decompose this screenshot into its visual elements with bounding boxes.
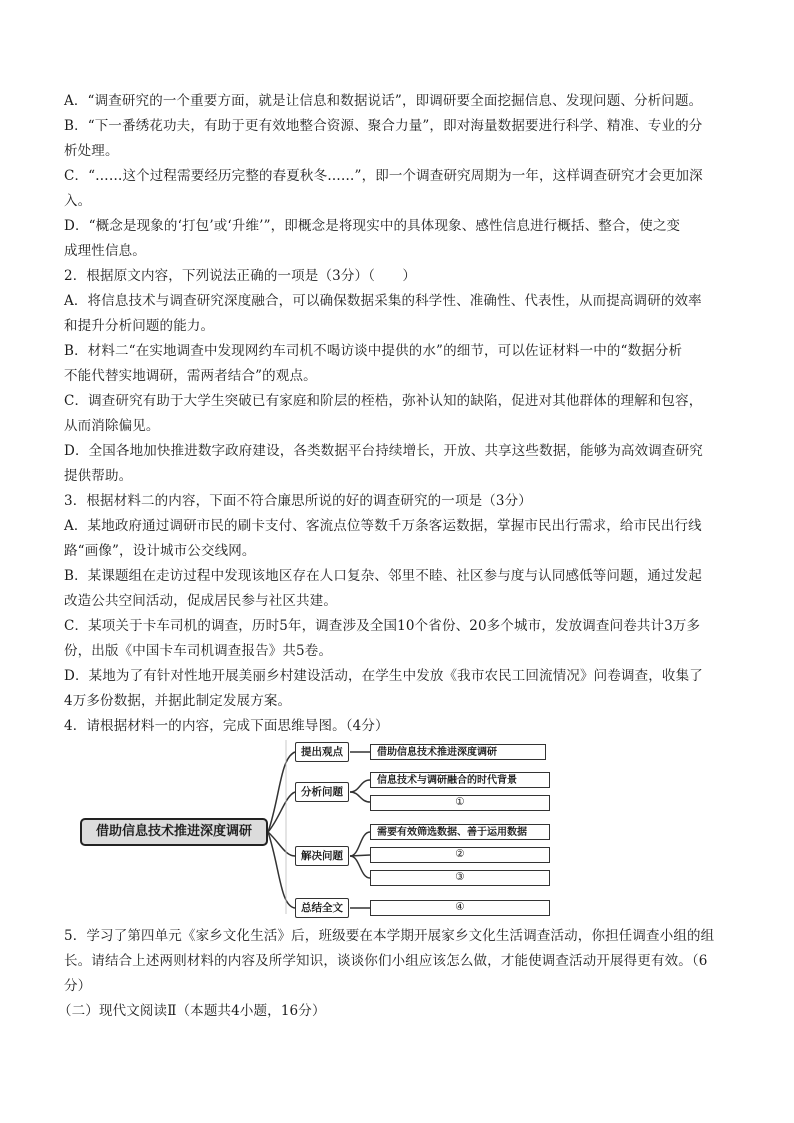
option-c-text-cont: 入。: [64, 193, 92, 209]
blank-4[interactable]: ④: [370, 900, 550, 916]
branch-summarize: 总结全文: [295, 898, 349, 918]
q3-option-a: A．某地政府通过调研市民的刷卡支付、客流点位等数千万条客运数据，掌握市民出行需求，给市民出行线: [64, 518, 702, 534]
q3-option-c: C．某项关于卡车司机的调查，历时5年，调查涉及全国10个省份、20多个城市，发放调查问卷共计3万多: [64, 618, 701, 634]
node-filter-data: 需要有效筛选数据、善于运用数据: [370, 824, 550, 840]
branch-analyze-problem: 分析问题: [295, 782, 349, 802]
q2-option-d: D．全国各地加快推进数字政府建设，各类数据平台持续增长，开放、共享这些数据，能够为高效调查研究: [64, 443, 703, 459]
q2-option-a-cont: 和提升分析问题的能力。: [64, 318, 215, 334]
blank-1[interactable]: ①: [370, 795, 550, 811]
option-d-text: D．“概念是现象的‘打包’或‘升维’”，即概念是将现实中的具体现象、感性信息进行概括、整合，使之变: [64, 218, 681, 234]
question-2-stem: 2．根据原文内容，下列说法正确的一项是（3分）（ ）: [64, 268, 416, 284]
mind-map-central-node: 借助信息技术推进深度调研: [80, 818, 268, 846]
node-viewpoint: 借助信息技术推进深度调研: [370, 744, 546, 760]
q2-option-c: C．调查研究有助于大学生突破已有家庭和阶层的桎梏，弥补认知的缺陷，促进对其他群体的理解和包容，: [64, 393, 703, 409]
q2-option-b: B．材料二“在实地调查中发现网约车司机不喝访谈中提供的水”的细节，可以佐证材料一中的“数据分析: [64, 343, 683, 359]
q3-option-d: D．某地为了有针对性地开展美丽乡村建设活动，在学生中发放《我市农民工回流情况》问卷调查，收集了: [64, 668, 703, 684]
option-b-text-cont: 析处理。: [64, 143, 119, 159]
q3-option-b: B．某课题组在走访过程中发现该地区存在人口复杂、邻里不睦、社区参与度与认同感低等问题，通过发起: [64, 568, 702, 584]
branch-solve-problem: 解决问题: [295, 846, 349, 866]
option-a-text: A．“调查研究的一个重要方面，就是让信息和数据说话”，即调研要全面挖掘信息、发现问题、分析问题。: [64, 93, 703, 109]
question-5-score: 分）: [64, 978, 92, 994]
question-5-stem-cont: 长。请结合上述两则材料的内容及所学知识，谈谈你们小组应该怎么做，才能使调查活动开展得更有效。（6: [64, 953, 708, 969]
q2-option-d-cont: 提供帮助。: [64, 468, 133, 484]
q3-option-c-cont: 份，出版《中国卡车司机调查报告》共5卷。: [64, 643, 333, 659]
q2-option-b-cont: 不能代替实地调研，需两者结合”的观点。: [64, 368, 317, 384]
blank-3[interactable]: ③: [370, 870, 550, 886]
question-3-stem: 3．根据材料二的内容，下面不符合廉思所说的好的调查研究的一项是（3分）: [64, 493, 532, 509]
node-background: 信息技术与调研融合的时代背景: [370, 772, 550, 788]
q3-option-d-cont: 4万多份数据，并据此制定发展方案。: [64, 693, 292, 709]
q3-option-a-cont: 路“画像”，设计城市公交线网。: [64, 543, 256, 559]
q3-option-b-cont: 改造公共空间活动，促成居民参与社区共建。: [64, 593, 337, 609]
q2-option-a: A．将信息技术与调查研究深度融合，可以确保数据采集的科学性、准确性、代表性，从而提高调研的效率: [64, 293, 702, 309]
question-4-stem: 4．请根据材料一的内容，完成下面思维导图。（4分）: [64, 718, 389, 734]
blank-2[interactable]: ②: [370, 847, 550, 863]
question-5-stem: 5．学习了第四单元《家乡文化生活》后，班级要在本学期开展家乡文化生活调查活动，你担任调查小组的组: [64, 928, 715, 944]
option-b-text: B．“下一番绣花功夫，有助于更有效地整合资源、聚合力量”，即对海量数据要进行科学、精准、专业的分: [64, 118, 703, 134]
branch-propose-viewpoint: 提出观点: [295, 742, 349, 762]
q2-option-c-cont: 从而消除偏见。: [64, 418, 160, 434]
option-d-text-cont: 成理性信息。: [64, 243, 146, 259]
option-c-text: C．“……这个过程需要经历完整的春夏秋冬……”，即一个调查研究周期为一年，这样调查研究才会更加深: [64, 168, 703, 184]
mind-map: [80, 738, 720, 918]
section-heading: （二）现代文阅读Ⅱ（本题共4小题，16分）: [58, 1003, 326, 1019]
